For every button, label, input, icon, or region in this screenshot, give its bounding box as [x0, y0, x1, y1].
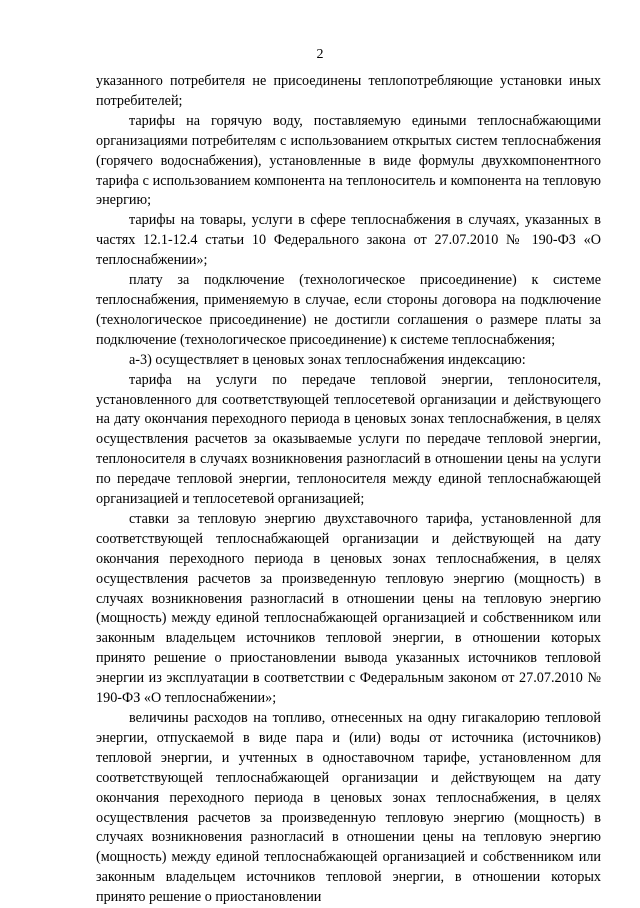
paragraph-connection-fee: плату за подключение (технологическое присоединение) к системе теплоснабжения, применяемую в случае, если стороны договора на подключение (технологическое присоединение) не достигли соглашения о размере платы за подключение (технологическое присоединение) к системе теплоснабжения;	[96, 272, 601, 348]
paragraph-continuation: указанного потребителя не присоединены теплопотребляющие установки иных потребителей;	[96, 73, 601, 109]
paragraph-transmission-tariff: тарифа на услуги по передаче тепловой энергии, теплоносителя, установленного для соответствующей теплосетевой организации и действующего на дату окончания переходного периода в ценовых зонах теплоснабжения, в целях осуществления расчетов за оказываемые услуги по передаче тепловой энергии, теплоносителя в случаях возникновения разногласий в отношении цены на услуги по передаче тепловой энергии, теплоносителя между единой теплоснабжающей организацией и теплосетевой организацией;	[96, 371, 601, 508]
paragraph-hot-water-tariffs: тарифы на горячую воду, поставляемую едиными теплоснабжающими организациями потребителям с использованием открытых систем теплоснабжения (горячего водоснабжения), установленные в виде формулы двухкомпонентного тарифа с использованием компонента на теплоноситель и компонента на тепловую энергию;	[96, 112, 601, 209]
paragraph-indexation-heading: а-3) осуществляет в ценовых зонах теплоснабжения индексацию:	[129, 351, 526, 368]
document-body	[96, 72, 601, 908]
paragraph-fuel-costs: величины расходов на топливо, отнесенных на одну гигакалорию тепловой энергии, отпускаемой в виде пара и (или) воды от источника (источников) тепловой энергии, и учтенных в одноставочном тарифе, установленном для соответствующей теплоснабжающей организации и действующем на дату окончания переходного периода в ценовых зонах теплоснабжения, в целях осуществления расчетов за произведенную тепловую энергию (мощность) в случаях возникновения разногласий в отношении цены на тепловую энергию (мощность) между единой теплоснабжающей организацией и собственником или законным владельцем источников тепловой энергии, в отношении которых принято решение о приостановлении	[96, 710, 601, 906]
page-number: 2	[316, 47, 324, 62]
paragraph-two-rate-tariff: ставки за тепловую энергию двухставочного тарифа, установленной для соответствующей теплоснабжающей организации и действующей на дату окончания переходного периода в ценовых зонах теплоснабжения, в целях осуществления расчетов за произведенную тепловую энергию (мощность) в случаях возникновения разногласий в отношении цены на тепловую энергию (мощность) между единой теплоснабжающей организацией и собственником или законным владельцем источников тепловой энергии, в отношении которых принято решение о приостановлении вывода указанных источников тепловой энергии из эксплуатации в соответствии с Федеральным законом от 27.07.2010 № 190-ФЗ «О теплоснабжении»;	[96, 510, 601, 707]
paragraph-goods-services-tariffs: тарифы на товары, услуги в сфере теплоснабжения в случаях, указанных в частях 12.1-12.4 статьи 10 Федерального закона от 27.07.2010 № 190-ФЗ «О теплоснабжении»;	[96, 212, 601, 269]
